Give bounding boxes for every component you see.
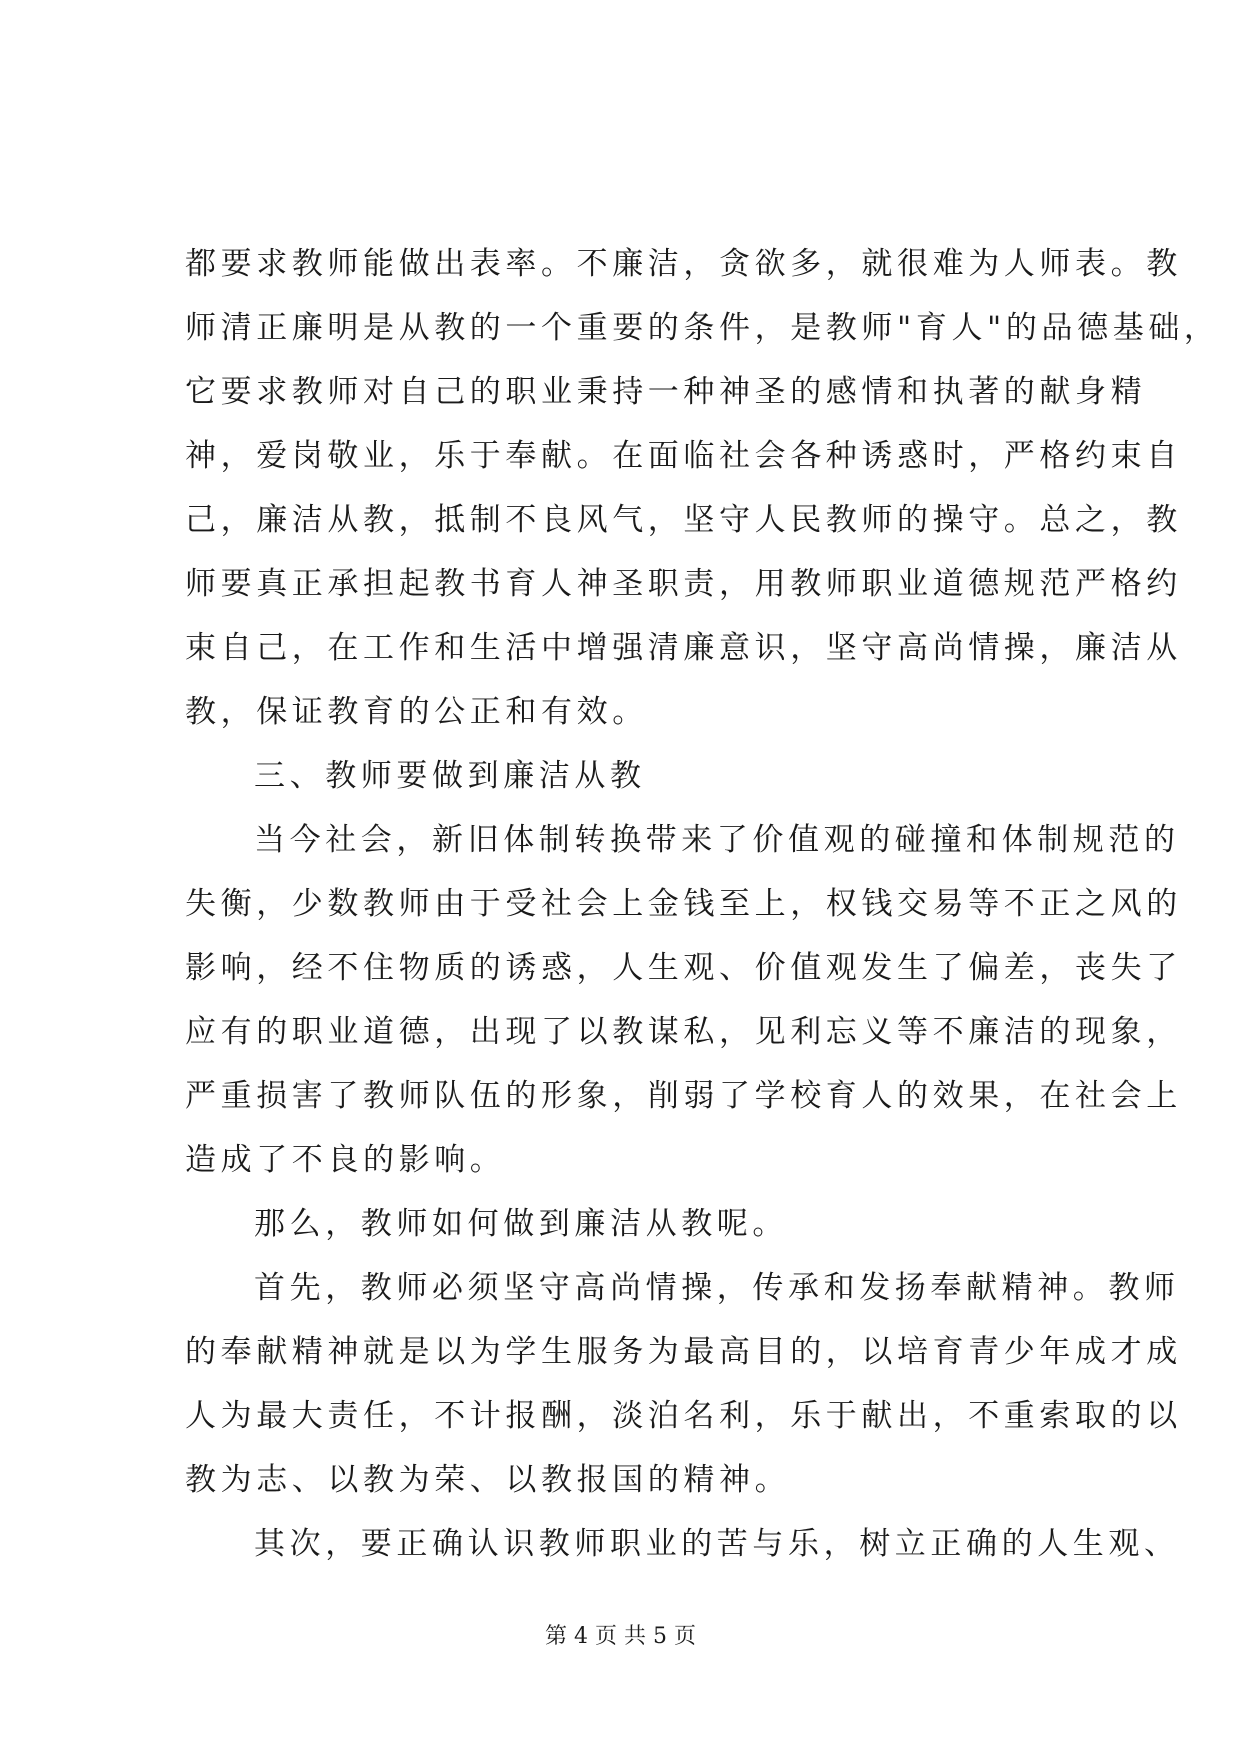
text-line: 其次，要正确认识教师职业的苦与乐，树立正确的人生观、 — [254, 1526, 1180, 1562]
text-line: 那么，教师如何做到廉洁从教呢。 — [254, 1206, 788, 1242]
text-line: 严重损害了教师队伍的形象，削弱了学校育人的效果，在社会上 — [185, 1078, 1182, 1114]
text-line: 束自己，在工作和生活中增强清廉意识，坚守高尚情操，廉洁从 — [185, 630, 1182, 666]
text-line: 的奉献精神就是以为学生服务为最高目的，以培育青少年成才成 — [185, 1334, 1182, 1370]
page-footer: 第 4 页 共 5 页 — [545, 1624, 696, 1649]
text-line: 都要求教师能做出表率。不廉洁，贪欲多，就很难为人师表。教 — [185, 246, 1182, 282]
text-line: 造成了不良的影响。 — [185, 1142, 506, 1178]
text-line: 三、教师要做到廉洁从教 — [254, 758, 646, 794]
text-line: 神，爱岗敬业，乐于奉献。在面临社会各种诱惑时，严格约束自 — [185, 438, 1182, 474]
text-line: 它要求教师对自己的职业秉持一种神圣的感情和执著的献身精 — [185, 374, 1147, 410]
text-line: 教为志、以教为荣、以教报国的精神。 — [185, 1462, 791, 1498]
text-line: 当今社会，新旧体制转换带来了价值观的碰撞和体制规范的 — [254, 822, 1180, 858]
text-line: 影响，经不住物质的诱惑，人生观、价值观发生了偏差，丧失了 — [185, 950, 1182, 986]
text-line: 师清正廉明是从教的一个重要的条件，是教师"育人"的品德基础， — [185, 310, 1220, 346]
text-line: 首先，教师必须坚守高尚情操，传承和发扬奉献精神。教师 — [254, 1270, 1180, 1306]
text-line: 人为最大责任，不计报酬，淡泊名利，乐于献出，不重索取的以 — [185, 1398, 1182, 1434]
document-body — [185, 232, 1220, 1576]
text-line: 应有的职业道德，出现了以教谋私，见利忘义等不廉洁的现象， — [185, 1014, 1182, 1050]
text-line: 教，保证教育的公正和有效。 — [185, 694, 648, 730]
text-line: 失衡，少数教师由于受社会上金钱至上，权钱交易等不正之风的 — [185, 886, 1182, 922]
text-line: 己，廉洁从教，抵制不良风气，坚守人民教师的操守。总之，教 — [185, 502, 1182, 538]
text-line: 师要真正承担起教书育人神圣职责，用教师职业道德规范严格约 — [185, 566, 1182, 602]
